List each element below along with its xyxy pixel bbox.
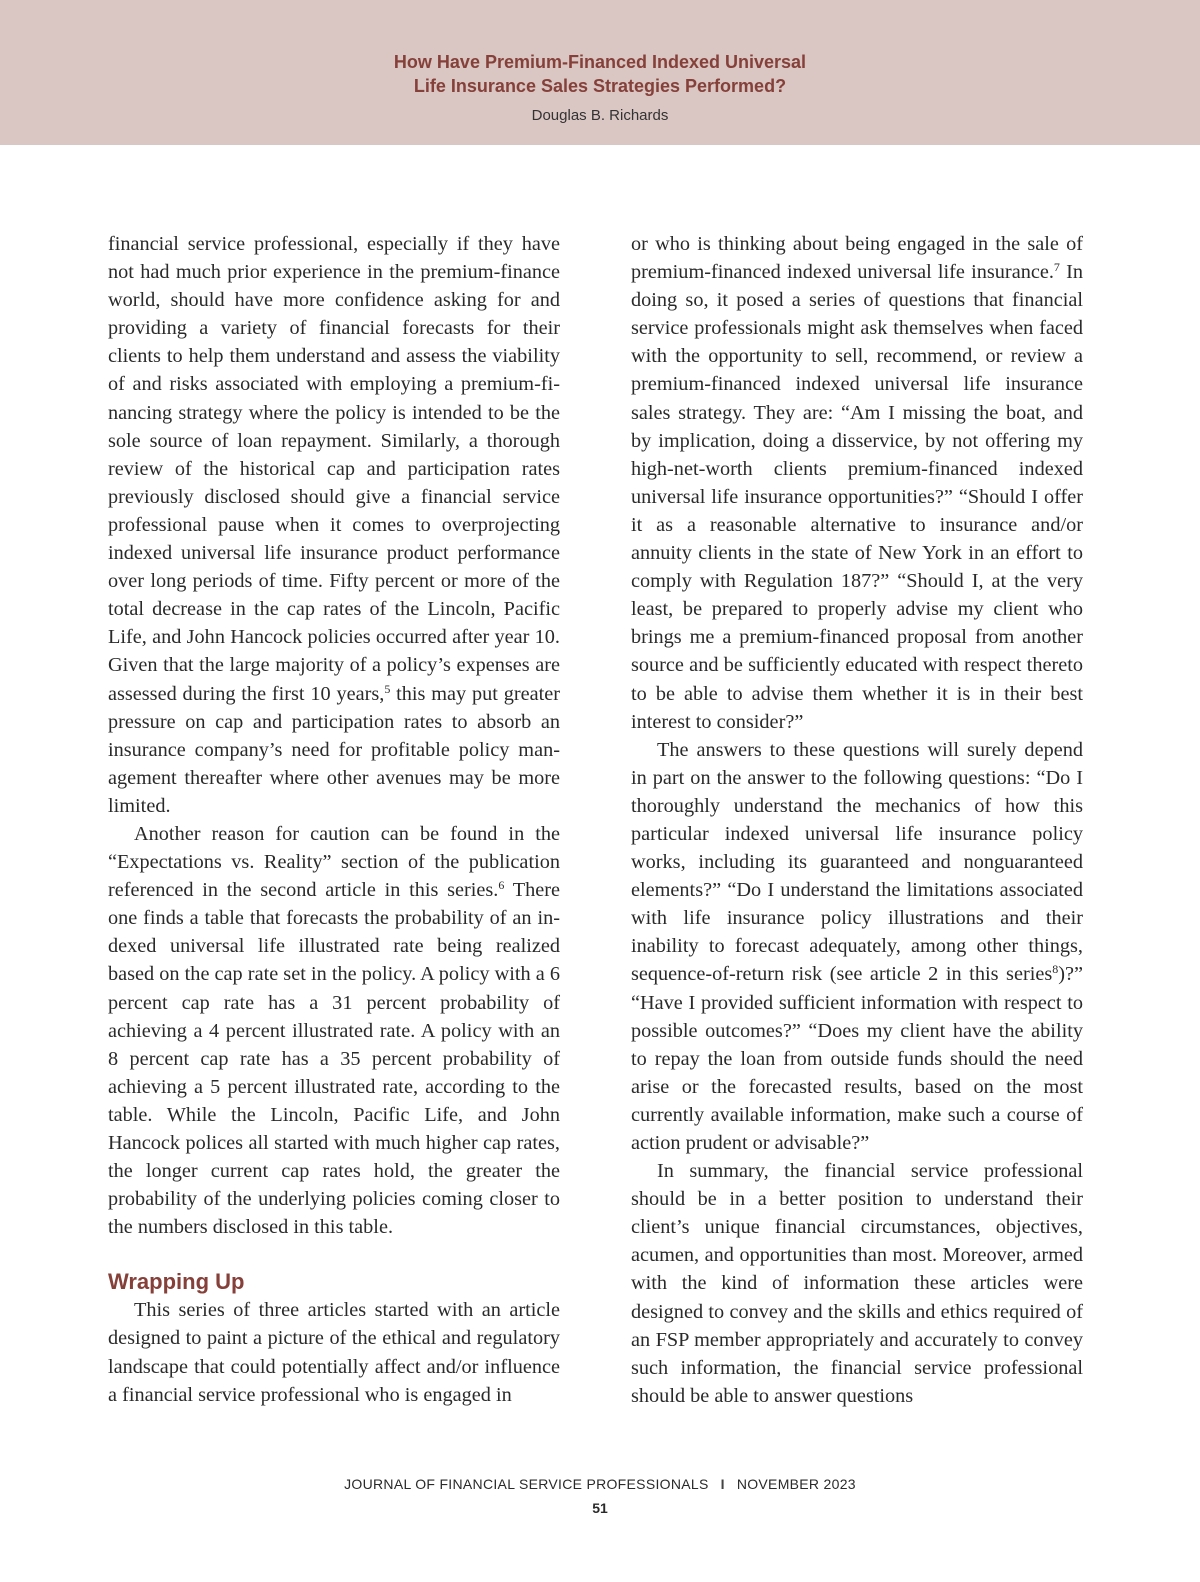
left-column	[108, 230, 560, 1409]
paragraph-text: this may put greater pressure on cap and participation rates to absorb an insurance company’s need for profitable policy management thereafter where other avenues may be more limited.	[108, 682, 560, 817]
article-author: Douglas B. Richards	[531, 107, 669, 124]
page-number: 51	[592, 1500, 608, 1516]
paragraph: This series of three articles started with an article designed to paint a picture of the ethical and regulatory landscape that could potentially affect and/or influence a financial service professional who is engaged in	[108, 1299, 560, 1406]
footnote-ref: 8	[1052, 962, 1059, 977]
paragraph	[631, 736, 1083, 1157]
article-title-line-2: Life Insurance Sales Strategies Performed?	[413, 76, 787, 96]
paragraph-text: In doing so, it posed a series of questions that financial service professionals might ask themselves when faced with the opportunity to sell, recommend, or review a premium-financed indexed universal life insurance sales strategy. They are: “Am I missing the boat, and by implication, doing a disservice, by not offering my high-net-worth clients premium-financed indexed universal life insurance opportunities?” “Should I offer it as a reasonable alternative to insurance and/or annuity clients in the state of New York in an effort to comply with Regulation 187?” “Should I, at the very least, be prepared to properly advise my client who brings me a premium-financed proposal from another source and be sufficiently educated with respect thereto to be able to advise them whether it is in their best interest to consider?”	[631, 261, 1084, 733]
paragraph-text: The answers to these questions will surely depend in part on the answer to the following questions: “Do I thoroughly understand the mechanics of how this particular indexed universal life insurance policy works, including its guaranteed and nonguaranteed elements?” “Do I understand the limitations associated with life insurance policy illustrations and their inability to forecast adequately, among other things, sequence-of-return risk (see article 2 in this series	[631, 738, 1083, 986]
journal-footer	[0, 1476, 1200, 1492]
journal-name: JOURNAL OF FINANCIAL SERVICE PROFESSIONALS	[344, 1476, 709, 1492]
paragraph-text: Another reason for caution can be found in the “Expectations vs. Reality” section of the publication referenced in the second article in this series.	[108, 822, 560, 902]
paragraph	[108, 820, 560, 1241]
issue-date: NOVEMBER 2023	[736, 1476, 856, 1492]
article-title-line-1: How Have Premium-Financed Indexed Universal	[393, 52, 807, 72]
paragraph-text: or who is thinking about being engaged in the sale of premium-financed indexed universal life insurance.	[631, 233, 1083, 284]
footer-separator: I	[720, 1476, 725, 1492]
footnote-ref: 5	[384, 681, 391, 696]
paragraph	[108, 230, 560, 820]
right-column	[631, 230, 1083, 1410]
paragraph: In summary, the financial service professional should be in a better position to understand their client’s unique financial circumstances, objectives, acumen, and opportunities than most. Moreover, armed with the kind of information these articles were designed to convey and the skills and ethics required of an FSP member appropriately and accurately to convey such information, the financial service professional should be able to answer questions	[631, 1160, 1083, 1407]
footnote-ref: 6	[498, 878, 505, 893]
section-heading: Wrapping Up	[108, 1269, 245, 1295]
paragraph-text: financial service professional, especially if they have not had much prior experience in the premium-finance world, should have more confidence asking for and providing a variety of financial forecasts for their clients to help them understand and assess the viability of and risks associated with employing a premium-financing strategy where the policy is intended to be the sole source of loan repayment. Similarly, a thorough review of the historical cap and participation rates previously disclosed should give a financial service professional pause when it comes to overprojecting indexed universal life insurance product performance over long periods of time. Fifty percent or more of the total decrease in the cap rates of the Lincoln, Pacific Life, and John Hancock policies occurred after year 10. Given that the large majority of a policy’s expenses are assessed during the first 10 years,	[108, 233, 560, 705]
paragraph-text: )?” “Have I provided sufficient information with respect to possible outcomes?” “Does my client have the ability to repay the loan from outside funds should the need arise or the forecasted results, based on the most currently available information, make such a course of action prudent or advisable?”	[631, 963, 1083, 1154]
footnote-ref: 7	[1053, 260, 1060, 275]
paragraph-text: There one finds a table that forecasts the probability of an indexed universal life illustrated rate being realized based on the cap rate set in the policy. A policy with a 6 percent cap rate has a 31 percent probability of achieving a 4 percent illustrated rate. A policy with an 8 percent cap rate has a 35 percent probability of achieving a 5 percent illustrated rate, according to the table. While the Lincoln, Pacific Life, and John Hancock polices all started with much higher cap rates, the longer current cap rates hold, the greater the probability of the underlying policies coming closer to the numbers disclosed in this table.	[108, 879, 561, 1239]
paragraph	[631, 230, 1083, 736]
